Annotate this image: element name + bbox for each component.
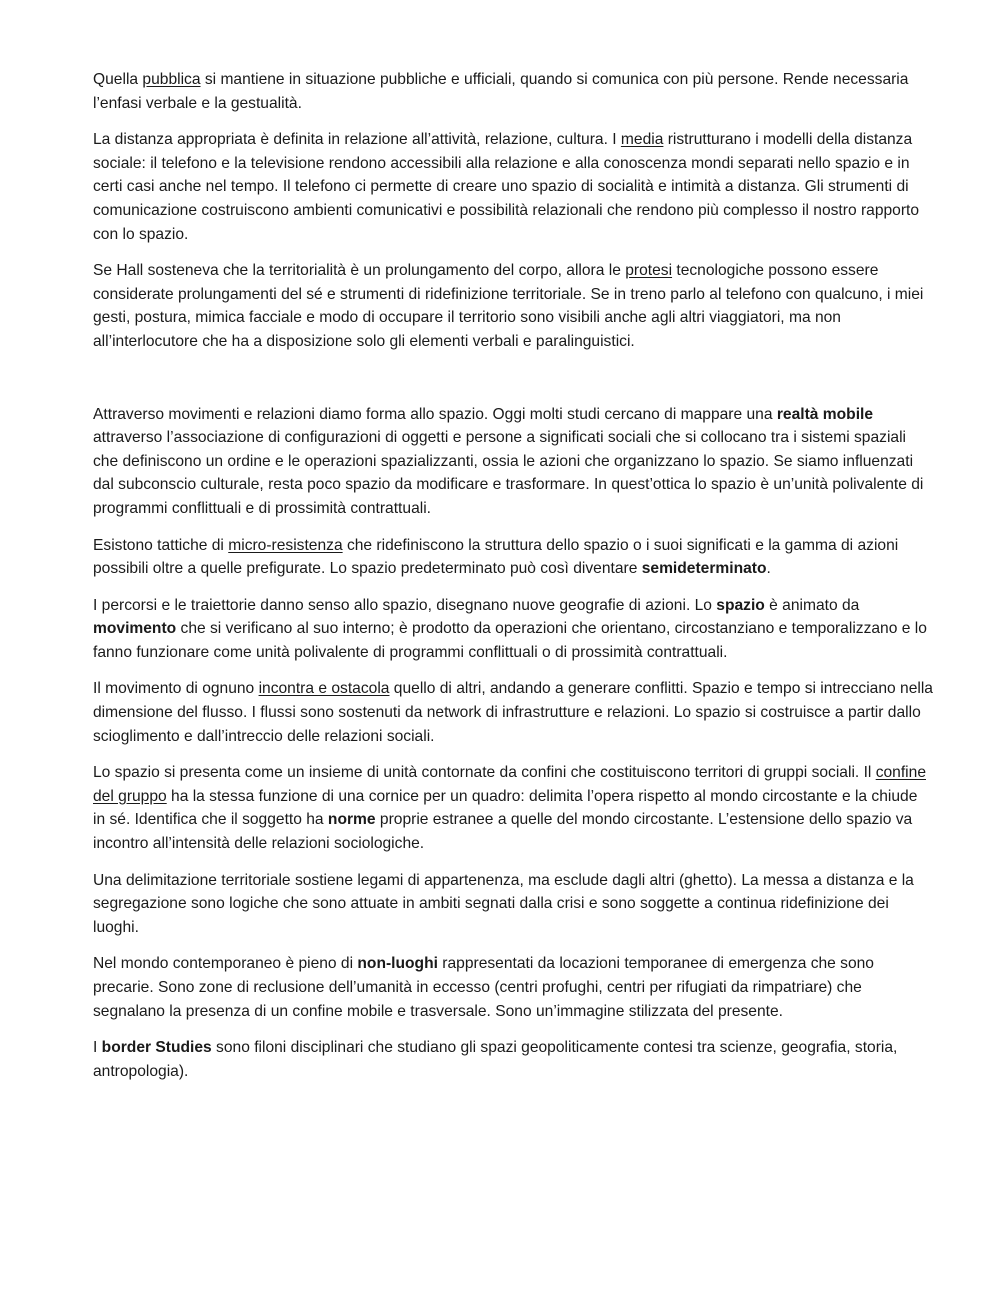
underlined-term-micro-resistenza: micro-resistenza xyxy=(228,536,343,554)
text-run: Lo spazio si presenta come un insieme di unità contornate da confini che costituiscono territori di gruppi sociali. Il xyxy=(93,764,876,782)
text-run: . xyxy=(766,560,771,578)
text-run: Esistono tattiche di xyxy=(93,536,229,554)
underlined-term-incontra-e-ostacola: incontra e ostacola xyxy=(258,680,390,698)
text-run: Una delimitazione territoriale sostiene legami di appartenenza, ma esclude dagli altri (ghetto). La messa a distanza e la segregazione sono logiche che sono attuate in ambiti segnati dalla crisi e sono soggette a continua ridefinizione dei luoghi. xyxy=(93,871,914,936)
text-run: sono filoni disciplinari che studiano gli spazi geopoliticamente contesi tra scienze, geografia, storia, antropologia). xyxy=(93,1039,898,1080)
text-run: Nel mondo contemporaneo è pieno di xyxy=(93,955,358,973)
text-run: è animato da xyxy=(764,596,860,614)
underlined-term-confine-del-gruppo: confine del gruppo xyxy=(93,764,926,805)
underlined-term-pubblica: pubblica xyxy=(142,71,201,88)
bold-term-semideterminato: semideterminato xyxy=(641,560,767,578)
paragraph-4 xyxy=(93,403,933,521)
paragraph-3 xyxy=(93,259,933,353)
bold-term-realta-mobile: realtà mobile xyxy=(776,405,874,423)
text-run: La distanza appropriata è definita in relazione all’attività, relazione, cultura. I xyxy=(93,131,621,149)
bold-term-norme: norme xyxy=(327,811,376,829)
paragraph-8 xyxy=(93,761,933,855)
text-run: Attraverso movimenti e relazioni diamo forma allo spazio. Oggi molti studi cercano di mappare una xyxy=(93,405,777,423)
paragraph-9 xyxy=(93,869,933,940)
paragraph-10 xyxy=(93,952,933,1023)
paragraph-1 xyxy=(93,68,933,115)
paragraph-6 xyxy=(93,594,933,665)
text-run: Se Hall sosteneva che la territorialità è un prolungamento del corpo, allora le xyxy=(93,262,626,280)
text-run: che ridefiniscono la struttura dello spazio o i suoi significati e la gamma di azioni possibili oltre a quelle prefigurate. Lo spazio predeterminato può così diventare xyxy=(93,536,899,578)
paragraph-11 xyxy=(93,1036,933,1083)
text-run: Il movimento di ognuno xyxy=(93,680,259,698)
paragraph-5 xyxy=(93,534,933,581)
text-run: ristrutturano i modelli della distanza sociale: il telefono e la televisione rendono accessibili alla relazione e alla conoscenza mondi separati nello spazio e in certi casi anche nel tempo. Il telefono ci permette di creare uno spazio di socialità e intimità a distanza. Gli strumenti di comunicazione costruiscono ambienti comunicativi e possibilità relazionali che rendono più complesso il nostro rapporto con lo spazio. xyxy=(93,131,920,243)
text-run: rappresentati da locazioni temporanee di emergenza che sono precarie. Sono zone di reclusione dell’umanità in eccesso (centri profughi, centri per rifugiati da rimpatriare) che segnalano la presenza di un confine mobile e trasversale. Sono un’immagine stilizzata del presente. xyxy=(93,955,874,1020)
bold-term-non-luoghi: non-luoghi xyxy=(357,955,438,973)
underlined-term-protesi: protesi xyxy=(625,262,673,280)
text-run: attraverso l’associazione di configurazioni di oggetti e persone a significati sociali che si collocano tra i sistemi spaziali che definiscono un ordine e le operazioni spazializzanti, ossia le azioni che organizzano lo spazio. Se siamo influenzati dal subconscio culturale, resta poco spazio da modificare e trasformare. In quest’ottica lo spazio è un’unità polivalente di programmi conflittuali e di prossimità contrattuali. xyxy=(93,429,924,517)
bold-term-movimento: movimento xyxy=(93,620,177,638)
paragraph-2 xyxy=(93,128,933,246)
document-page xyxy=(93,68,933,1096)
text-run: che si verificano al suo interno; è prodotto da operazioni che orientano, circostanziano e temporalizzano e lo fanno funzionare come unità polivalente di programmi conflittuali o di prossimità contrattuali. xyxy=(93,620,927,661)
text-run: quello di altri, andando a generare conflitti. Spazio e tempo si intrecciano nella dimensione del flusso. I flussi sono sostenuti da network di infrastrutture e relazioni. Lo spazio si costruisce a partir dallo scioglimento e dall’intreccio delle relazioni sociali. xyxy=(93,680,933,745)
bold-term-border-studies: border Studies xyxy=(101,1039,212,1057)
text-run: proprie estranee a quelle del mondo circostante. L’estensione dello spazio va incontro all’intensità delle relazioni sociologiche. xyxy=(93,811,913,853)
text-run: Quella xyxy=(93,71,143,88)
text-run: I xyxy=(93,1039,102,1057)
text-run: tecnologiche possono essere considerate prolungamenti del sé e strumenti di ridefinizione territoriale. Se in treno parlo al telefono con qualcuno, i miei gesti, postura, mimica facciale e modo di occupare il territorio sono visibili anche agli altri viaggiatori, ma non all’interlocutore che ha a disposizione solo gli elementi verbali e paralinguistici. xyxy=(93,262,924,350)
text-run: I percorsi e le traiettorie danno senso allo spazio, disegnano nuove geografie di azioni. Lo xyxy=(93,596,717,614)
paragraph-7 xyxy=(93,677,933,748)
bold-term-spazio: spazio xyxy=(716,596,765,614)
text-run: si mantiene in situazione pubbliche e ufficiali, quando si comunica con più persone. Rende necessaria l’enfasi verbale e la gestualità. xyxy=(93,71,909,112)
underlined-term-media: media xyxy=(620,131,664,149)
text-run: ha la stessa funzione di una cornice per un quadro: delimita l’opera rispetto al mondo circostante e la chiude in sé. Identifica che il soggetto ha xyxy=(93,787,918,829)
